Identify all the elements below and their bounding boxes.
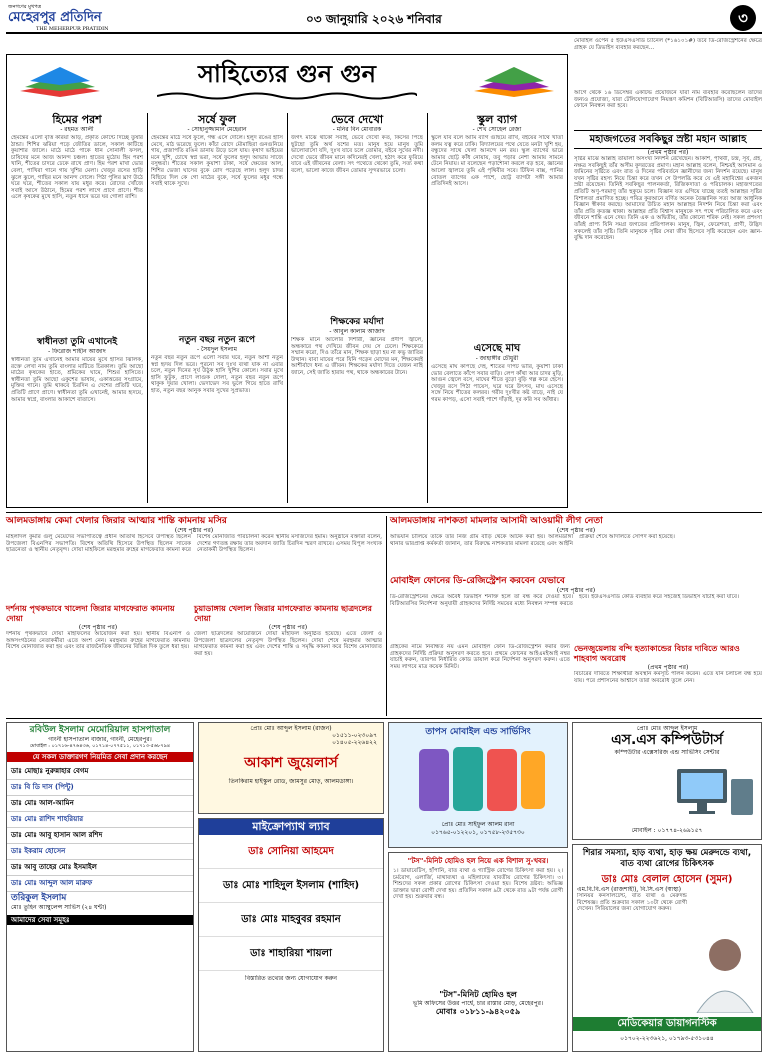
- poem-body: শিক্ষক মানে আলোর দিশারী, জ্ঞানের প্রদীপ জ্বালে, অন্ধকারে পথ দেখিয়ে জীবন দেয় সে ঢেলে। শিক্ষকেরে সম্মান করো, দিও তাঁরে মান, শিক্ষক ছাড়া হয় না কভু জাতির উত্থান। বাবা মায়ের পরে যিনি গড়েন মোদের মন, শিক্ষকেরই আশীর্বাদে ধন্য এ জীবন। শিক্ষকের মর্যাদা দিতে যেজন নাহি জানে, সেই জাতি হারায় পথ, থাকে অন্ধকারের টানে।: [291, 337, 423, 376]
- article-note: (শেষ পৃষ্ঠার পর): [556, 587, 596, 594]
- article-headline: দর্শনায় পৃথকভাবে খালেদা জিরার মাগফেরাত কামনায় দোয়া: [6, 604, 175, 623]
- article-text: দর্শনায় পৃথকভাবে দোয়া মাহফিলের আয়োজন করা হয়। স্থানীয় বিএনপি ও অঙ্গসংগঠনের নেতাকর্মীরা এতে অংশ নেন। মরহুমার রুহের মাগফেরাত কামনায় বিশেষ মোনাজাত করা হয় এবং তার রাজনৈতিক জীবনের বিভিন্ন দিক তুলে ধরা হয়।: [6, 631, 190, 651]
- poem-title: সর্ষে ফুল: [198, 113, 236, 126]
- book-icon: [469, 61, 559, 97]
- hospital-phone: মোবাইল : ০১৭১৬-৪৭৬৪৩৬, ০১৭১৪-০৭৭৫১১, ০১৭১৩-৫৬৮৭৯৪: [29, 743, 171, 749]
- lab-doctor-name: ডাঃ মোঃ মাহবুবর রহমান: [199, 903, 383, 937]
- doctor-name: ডাঃ মোঃ আবু হাসান আল রশিদ: [7, 828, 193, 844]
- article-note: (শেষ পৃষ্ঠার পর): [268, 624, 308, 631]
- poem-author: - রহমত আলী: [60, 126, 94, 133]
- homeo-address: ভূমি অফিসের উত্তর পার্শ্বে, চার রাস্তার মোড়, মেহেরপুর।: [412, 1000, 544, 1007]
- article-headline: আলমডাঙ্গায় নাশকতা মামলার আসামী আওয়ামী লীগ নেতা: [390, 516, 603, 526]
- doctor-name: ডাঃ বি ডি দাস (পিন্টু): [7, 780, 193, 796]
- page-number: ৩: [730, 5, 756, 31]
- computer-owner: প্রোঃ মোঃ আব্দুল ইসলাম: [636, 725, 698, 732]
- lab-address: বিস্তারিত তথ্যের জন্য যোগাযোগ করুন: [244, 975, 337, 982]
- ambulance-service: মোঃ তুহিন অ্যাম্বুলেন্স সার্ভিস (২৪ ঘন্টা): [11, 904, 107, 911]
- staff-name: তরিকুল ইসলাম: [11, 893, 67, 903]
- jewellers-owner: প্রোঃ মোঃ আব্দুল ইসলাম (রাজন): [250, 725, 332, 732]
- clinic-headline: শিরার সমস্যা, হাড় ব্যথা, হাড় ক্ষয় মেরুদন্ডে ব্যথা, বাত ব্যথা রোগের চিকিৎসক: [582, 848, 752, 869]
- poem-author: - মনির বিন মোবারক: [332, 126, 382, 133]
- doctor-name: ডাঃ মোঃ আল-আমিন: [7, 796, 193, 812]
- poem-block: [291, 317, 423, 501]
- jewellers-ad: [198, 722, 384, 814]
- article-text: গ্রাহকের নামে নিবন্ধিত নয় এমন মোবাইল ফোন ডি-রেজিস্ট্রেশন করার জন্য গ্রাহকদের নির্দিষ্ট প্রক্রিয়া অনুসরণ করতে হবে। প্রথমে ফোনের আইএমইআই নম্বর যাচাই করুন, তারপর নির্ধারিত কোড ডায়াল করে নির্দেশনা অনুসরণ করুন। এতে সময় লাগবে মাত্র কয়েক মিনিট।: [390, 644, 570, 670]
- poem-title: স্কুল ব্যাগ: [477, 113, 517, 126]
- lab-doctor-name: ডাঃ শাহারিয়া শায়লা: [199, 937, 383, 971]
- computer-ad: [572, 722, 762, 840]
- homeo-phone: মোবাঃ ০১৮১১-৯৪২০৫৯: [435, 1007, 521, 1016]
- article-text: মহিলাদল কুমার গুলু মেয়েদের সভাপতিত্বে প্রধান অতিথি হিসেবে উপস্থিত ছিলেন উপজেলা বিএনপির সভাপতি। বিশেষ অতিথি হিসেবে উপস্থিত ছিলেন সাবেক ছাত্রনেতা ও স্থানীয় নেতৃবৃন্দ। দোয়া মাহফিলে মরহুমার রুহের মাগফেরাত কামনা করে বিশেষ মোনাজাত পরিচালনা করেন স্থানীয় মসজিদের ইমাম। অনুষ্ঠানে বক্তারা বলেন, দেশের গণতন্ত্র রক্ষায় তার অবদান জাতি চিরদিন স্মরণ রাখবে। এসময় বিপুল সংখ্যক নেতাকর্মী উপস্থিত ছিলেন।: [6, 534, 382, 554]
- computer-phone: মোবাইল : ০১৭৭৪-২৬৯১৫৭: [631, 827, 703, 834]
- article-headline: মোবাইল ফোনের ডি-রেজিস্ট্রেশন করবেন যেভাবে: [390, 576, 565, 586]
- clinic-center-name: মেডিকেয়ার ডায়াগনস্টিক: [573, 1017, 761, 1031]
- homeo-headline: "টস"-মিনিট হোমিও হল নিয়ে এক বিশাল সু-খবর।: [407, 857, 549, 865]
- doctor-name: ডাঃ আবু তাহের মোঃ ইসমাইল: [7, 860, 193, 876]
- clinic-center-phone: ০১৭০২-২২৩৬২১, ০১৭৯৩-৫৩১০৪৪: [620, 1035, 714, 1042]
- doctor-name: ডাঃ মোঃ রাশিদ শাহরিয়ার: [7, 812, 193, 828]
- doctor-name: ডাঃ মোছাঃ নুরুন্নাহার বেগম: [7, 764, 193, 780]
- book-icon: [15, 61, 105, 97]
- poem-block: [431, 343, 563, 501]
- homeo-name: "টস"-মিনিট হোমিও হল: [439, 990, 517, 999]
- issue-date: ০৩ জানুয়ারি ২০২৬ শনিবার: [306, 12, 442, 26]
- poem-author: - সোহানুজ্জামান মেহেরান: [187, 126, 247, 133]
- poem-author: - শেখ সোহেল রেজা: [472, 126, 522, 133]
- doctor-name: ডাঃ মোঃ আব্দুল আল মারুফ: [7, 876, 193, 892]
- clinic-ad: [572, 844, 762, 1052]
- mobile-ad: [388, 722, 568, 848]
- doctors-banner: যে সকল ডাক্তারগণ নিয়মিত সেবা প্রদান করছেন: [7, 752, 193, 762]
- article-text: জেলা ছাত্রদলের আয়োজনে দোয়া মাহফিল অনুষ্ঠিত হয়েছে। এতে জেলা ও উপজেলা ছাত্রদলের নেতৃবৃন্দ উপস্থিত ছিলেন। দোয়া শেষে মরহুমার আত্মার মাগফেরাত কামনা করা হয় এবং দেশের শান্তি ও সমৃদ্ধি কামনা করে বিশেষ মোনাজাত করা হয়।: [194, 631, 382, 657]
- news-article: [390, 516, 762, 572]
- mobile-shop-name: তাপস মোবাইল এন্ড সার্ভিসিং: [425, 727, 531, 737]
- article-text: ডি-রেজিস্ট্রেশনের ক্ষেত্রে অবৈধ ডিভাইস শনাক্ত হলে তা বন্ধ করে দেওয়া হবে। বিটিআরসির নির্দেশনা অনুযায়ী গ্রাহকদের নির্দিষ্ট সময়ের মধ্যে নিবন্ধন সম্পন্ন করতে হবে। ইউএসএসডি কোড ব্যবহার করে সহজেই ডিভাইস যাচাই করা যাবে।: [390, 594, 739, 607]
- ornament-divider: [157, 91, 417, 101]
- poem-block: [11, 113, 143, 333]
- literature-banner: [7, 55, 567, 103]
- doctor-list: [7, 764, 193, 892]
- computer-icon: [673, 765, 757, 821]
- lab-doctor-name: ডাঃ সোনিয়া আহমেদ: [199, 835, 383, 869]
- clinic-doctor: ডাঃ মোঃ বেলাল হোসেন (সুমন): [601, 874, 733, 885]
- news-article: [390, 576, 762, 640]
- english-name: THE MEHERPUR PRATIDIN: [36, 26, 109, 32]
- article-text: মোবাইল ওপেন ৫ ইউএসএসডি চ্যানেল (*১৬১০১#) তবে ডি-রেজিস্ট্রেশনের ক্ষেত্রে গ্রাহক যে ডিভাইস ব্যবহার করছেন...: [574, 38, 762, 51]
- poem-body: এসেছে মাঘ কাঁপছে দেহ, শীতের দাপট ভারি, কুয়াশা ঢাকা ভোর বেলাতে কাঁপে সবার বাড়ি। লেপ কাঁথা আর চাদর মুড়ি, আগুন জ্বেলে বসে, মাঘের শীতে বুড়ো বুড়ি গল্প করে হেসে। খেজুর রসে পিঠা পায়েস, ঘরে ঘরে উৎসব, মাঘ এসেছে সঙ্গে নিয়ে শীতের কলরব। গরীব দুঃখীর কষ্ট বাড়ে, নাই যে গরম কাপড়, এসো সবাই পাশে দাঁড়াই, দূর করি সব আঁধার।: [431, 364, 563, 403]
- article-text: অভিযান চালিয়ে তাকে তার নিজ গ্রাম বাড়ি থেকে আটক করা হয়। আলমডাঙ্গা থানার ভারপ্রাপ্ত কর্মকর্তা জানান, তার বিরুদ্ধে নাশকতার মামলা রয়েছে এবং আইনি প্রক্রিয়া শেষে আদালতে সোপর্দ করা হয়েছে।: [390, 534, 675, 547]
- hospital-name: রবিউল ইসলাম মেমোরিয়াল হাসপাতাল: [29, 725, 171, 735]
- hospital-ad: [6, 722, 194, 1052]
- poem-block: [151, 335, 283, 501]
- poem-block: [151, 113, 283, 329]
- news-article: [390, 644, 570, 716]
- poem-block: [291, 113, 423, 313]
- poem-author: - ফিরোজ শাহীন আজাদ: [48, 348, 106, 355]
- lab-name: মাইক্রোপ্যাথ ল্যাব: [199, 819, 383, 835]
- doctor-avatar: [693, 933, 757, 1013]
- poem-body: স্কুলে যাব বলে আমি ব্যাগ গুছিয়ে রাখি, বইয়ের সাথে খাতা কলম যত্ন করে ঢাকি। বিদ্যালয়ের পথে যেতে মনটা খুশি হয়, বন্ধুদের সাথে খেলা আনন্দে মন রয়। স্কুল ব্যাগের ভারে আমার ছোট্ট কাঁধ নোয়ায়, তবু পড়ার নেশা আমায় সামনে টেনে নিয়ায়। মা বলেছেন পড়াশোনা করলে বড় হবে, জ্ঞানের আলো জ্বালবে তুমি এই পৃথিবীর সবে। টিফিন বাক্স, পানির বোতল ব্যাগের এক পাশে, ছোট্ট ব্যাগটা সঙ্গী আমার প্রতিদিনই আসে।: [431, 135, 563, 188]
- homeo-body: ১। ডায়াবেটিস, হাঁপানি, বাত ব্যথা ও গ্যাস্ট্রিক রোগের চিকিৎসা করা হয়। ২। চর্মরোগ, এলার্জি, মাথাব্যথা ও মহিলাদের যাবতীয় রোগের চিকিৎসা। ৩। শিশুদের সকল প্রকার রোগের চিকিৎসা দেওয়া হয়। বিশেষ দ্রষ্টব্য: অভিজ্ঞ ডাক্তার দ্বারা রোগী দেখা হয়। প্রতিদিন সকাল ৯টা থেকে রাত ৯টা পর্যন্ত রোগী দেখা হয়। শুক্রবার বন্ধ।: [393, 868, 563, 901]
- jewellers-address: তিনকিরাম হাইস্কুল রোড, জামসুর মোড়, আলমডাঙ্গা।: [228, 778, 354, 785]
- poem-block: [11, 337, 143, 501]
- lab-ad: [198, 818, 384, 1052]
- article-headline: মহাজগতের সবকিছুর স্রষ্টা মহান আল্লাহ: [574, 130, 762, 149]
- masthead: [6, 4, 762, 34]
- mobile-owner: প্রোঃ মোঃ সাইফুল আলম রানা: [441, 821, 515, 828]
- news-article: [574, 644, 762, 716]
- poem-title: স্বাধীনতা তুমি এখানেই: [36, 337, 118, 347]
- poem-title: হিমের পরশ: [52, 113, 102, 126]
- news-article: [194, 604, 382, 700]
- article-text: আগে থেকে ১৬ ডিসেম্বর একটিভ প্রয়োজনে যারা নাম ব্যবহার করেছিলেন তাদের জন্যও প্রযোজ্য, যারা টেলিযোগাযোগ নিয়ন্ত্রণ কমিশন (বিটিআরসি) তাদের মোবাইল ফোনে নিবন্ধন করা হবে।: [574, 90, 762, 110]
- literature-title: সাহিত্যের গুন গুন: [197, 60, 377, 88]
- article-text: বিচারের দাবিতে শিক্ষার্থীরা অবস্থান কর্মসূচি পালন করেন। এতে যান চলাচল বন্ধ হয়ে যায়। পরে প্রশাসনের আশ্বাসে তারা অবরোধ তুলে নেন।: [574, 671, 762, 684]
- article-note: (শেষ পৃষ্ঠার পর): [174, 527, 214, 534]
- article-headline: ভেনজুয়েলায় বন্দি হত্যাকান্ডের বিচার দাবিতে আরও শাহবাগ অবরোধ: [574, 644, 740, 663]
- jewellers-name: আকাশ জুয়েলার্স: [244, 755, 338, 771]
- article-note: (প্রথম পৃষ্ঠার পর): [647, 149, 689, 156]
- article-text: সৃষ্টির মাঝে আল্লাহ তায়ালা অসংখ্য নিদর্শন রেখেছেন। আকাশ, পৃথিবী, চন্দ্র, সূর্য, গ্রহ, নক্ষত্র সবকিছুই তাঁর অসীম কুদরতের প্রমাণ। মহান আল্লাহ বলেন, নিশ্চয়ই আসমান ও জমিনের সৃষ্টিতে এবং রাত ও দিনের পরিবর্তনে জ্ঞানীদের জন্য নিদর্শন রয়েছে। মানুষ যখন সৃষ্টির রহস্য নিয়ে চিন্তা করে তখন সে উপলব্ধি করে যে এই মহাবিশ্বের একজন স্রষ্টা রয়েছেন। তিনিই সবকিছুর পালনকর্তা, রিজিকদাতা ও পরিচালক। মহাজগতের প্রতিটি অণু-পরমাণু তাঁর হুকুমে চলে। বিজ্ঞান যত এগিয়ে যাচ্ছে ততই আল্লাহর সৃষ্টির বিশালতা প্রমাণিত হচ্ছে। পবিত্র কুরআনে বর্ণিত অনেক বৈজ্ঞানিক সত্য আজ আধুনিক বিজ্ঞান স্বীকার করছে। আমাদের উচিত মহান আল্লাহর নিদর্শন নিয়ে চিন্তা করা এবং তাঁর প্রতি কৃতজ্ঞ থাকা। আল্লাহর প্রতি বিশ্বাস মানুষকে সৎ পথে পরিচালিত করে এবং জীবনে শান্তি এনে দেয়। তিনি এক ও অদ্বিতীয়, তাঁর কোনো শরিক নেই। সকল প্রশংসা তাঁরই প্রাপ্য যিনি সমগ্র জগতের প্রতিপালক। মানুষ, জ্বিন, ফেরেশতা, প্রাণী, উদ্ভিদ সকলেই তাঁর সৃষ্টি। তিনি মানুষকে সৃষ্টির সেরা জীব হিসেবে সৃষ্টি করেছেন এবং জ্ঞান-বুদ্ধি দান করেছেন।: [574, 156, 762, 242]
- doctor-name: ডাঃ ইকরাম হোসেন: [7, 844, 193, 860]
- mobile-phone: ০১৭৬৫-০১২২০১, ০১৭৫৮-২৩৫৭৩০: [431, 829, 525, 836]
- homeo-ad: [388, 852, 568, 1052]
- tagline: জনগণের মুখপত্র: [8, 4, 42, 10]
- poem-author: - জাহাঙ্গীর চৌধুরী: [475, 355, 519, 362]
- article-headline: আলমডাঙ্গায় কেমা খেলার জিরার আত্মার শান্তি কামনায় মসির: [6, 516, 227, 526]
- poem-body: হেমন্তের মাঠে সর্ষে ফুলে, গন্ধ এসে দোলে। হলুদ রঙের হাসি মেখে, মাঠ ভরেছে ফুলে। কাঁচা রোদে মৌমাছিরা গুনগুনিয়ে গায়, প্রজাপতি রঙিন ডানায় উড়ে চলে যায়। কৃষাণ ভাইয়ের মনে খুশি, চোখে স্বপ্ন ভরা, সর্ষে ফুলের হলুদ আভায় সাজে বসুন্ধরা। শীতের সকাল কুয়াশা ঢাকা, সর্ষে ক্ষেতের আল, শিশির ভেজা ঘাসের বুকে রোদ পড়েছে লাল। হলুদ চাদর বিছিয়ে দিল কে গো মাঠের বুকে, সর্ষে ফুলের মধুর গন্ধে সবাই থাকে সুখে।: [151, 135, 283, 188]
- services-title: আমাদের সেবা সমূহঃ: [7, 915, 193, 925]
- phone-icon: [409, 745, 549, 815]
- article-note: (শেষ পৃষ্ঠার পর): [556, 527, 596, 534]
- poem-body: জগৎ মাঝে থাকো সবাই, ভেবে দেখো কত, কিসের পিছে ছুটছো তুমি অর্থ যশের মত। মানুষ হয়ে মানুষ তুমি ভালোবাসো যদি, দুঃখ যাবে চলে তোমার, বইবে সুখের নদী। দেখো ভেবে জীবন মানে কদিনেরই খেলা, হঠাৎ করে ফুরিয়ে যাবে এই জীবনের বেলা। সৎ পথেতে থেকো তুমি, সত্য কথা বলো, ভালো কাজে জীবন তোমার সুন্দরভাবে চলো।: [291, 135, 423, 174]
- poem-body: হেমন্তের এলো বৃত্তি করিয়া আড়, প্রকৃতি কোন্টে দিচ্ছে তুষার ঠান্ডা। শিশির ঝরিয়া পড়ে জৌতির ডালে, সকাল কাটিছে কুয়াশার জালে। মাঠে মাঠে পাকে ধান সোনালী ফসল, চাষিদের মনে আজ আনন্দ চঞ্চল। হাতের মুঠোয় হিম পরশ খানি, শীতের চাদরে ঢেকে রাখে প্রাণ। হিম পরশ মাখা ভোর বেলা, পাখিরা গানে গায় খুশির মেলা। খেজুর রসের হাড়ি ঝুলে ঝুলে, গাছির মনে আনন্দ দোলে। পিঠা পুলির ঘ্রাণ উঠে ঘরে ঘরে, শীতের সকাল যায় মধুর করে। রোদের খোঁজে সবাই আসে উঠানে, হিমের পরশ লাগে প্রাণে প্রাণে। শীত এলে কৃষকের মুখে হাসি, নতুন ধানে ভরে ঘর গোলা রাশি।: [11, 135, 143, 201]
- poem-title: ভেবে দেখো: [330, 113, 384, 126]
- poem-body: নতুন বছর নতুন রূপে এলো সবার ঘরে, নতুন আশা নতুন স্বপ্ন হৃদয় দিল ভরে। পুরনো সব দুঃখ ব্যথা যাক না এবার চলে, নতুন দিনের সূর্য উঠুক হাসি খুশির কোলে। সবার মুখে হাসি ফুটুক, প্রাণে লাগুক দোলা, নতুন বছর নতুন রূপে থাকুক দুয়ার খোলা। ভেদাভেদ সব ভুলে গিয়ে হাতে রাখি হাত, নতুন বছর আনুক সবার সুখের সুপ্রভাত।: [151, 355, 283, 394]
- article-headline: চুয়াডাঙ্গায় খেলাল জিরার মাগফেরাত কামনায় ছাত্রদলের দোয়া: [194, 604, 372, 623]
- article-note: (প্রথম পৃষ্ঠার পর): [647, 664, 689, 671]
- news-article: [6, 604, 190, 700]
- computer-subtitle: কম্পিউটার এক্সেসরিজ এন্ড সার্ভিসিং সেন্টার: [614, 749, 720, 756]
- news-article: [6, 516, 382, 600]
- article-note: (শেষ পৃষ্ঠার পর): [78, 624, 118, 631]
- computer-shop-name: এস.এস কম্পিউটার্স: [611, 732, 723, 748]
- paper-name: মেহেরপুর প্রতিদিন: [8, 10, 102, 25]
- poem-author: - সৈয়দুল ইসলাম: [196, 346, 238, 353]
- poem-title: নতুন বছর নতুন রূপে: [178, 335, 256, 345]
- hospital-address: গাংনী হাসপাতাল বাজার, গাংনী, মেহেরপুর।: [48, 736, 152, 743]
- poem-block: [431, 113, 563, 339]
- poem-title: শিক্ষকের মর্যাদা: [330, 317, 384, 327]
- lab-doctor-list: [199, 835, 383, 971]
- right-column: [574, 38, 762, 508]
- clinic-details: সিনিয়র কনসালটেন্ট, বাত ব্যথা ও মেরুদন্ড বিশেষজ্ঞ। প্রতি শুক্রবার সকাল ১০টা থেকে রোগী দেখেন। সিরিয়ালের জন্য যোগাযোগ করুন।: [577, 893, 687, 913]
- jewellers-phone-2: ০১৪০৫-২২৬৪২২: [332, 739, 377, 746]
- poem-body: স্বাধীনতা তুমি এখানেই আমার মায়ের মুখে হাসির ঝিলিক, রক্তে লেখা নাম তুমি বাংলার মাটিতে চিরকাল। তুমি আছো মাঠের কৃষকের হাতে, শ্রমিকের ঘামে, শিশুর হাসিতে। স্বাধীনতা তুমি আছো একুশের ভাষায়, একাত্তরের সংগ্রামে, মুক্তির গানে। তুমি থাকবে চিরদিন এ দেশের প্রতিটি ঘরে, প্রতিটি প্রাণে প্রাণে। স্বাধীনতা তুমি এখানেই, আমার হৃদয়ে, আমার স্বপ্নে, বাংলার আকাশে বাতাসে।: [11, 357, 143, 403]
- lab-doctor-name: ডাঃ মোঃ শাহিদুল ইসলাম (শাহিদ): [199, 869, 383, 903]
- jewellers-phone: ০১৫১১-০২৩০৯৭: [332, 732, 377, 739]
- clinic-degrees: এম.বি.বি.এস (রাজশাহী), বি.সি.এস (স্বাস্থ্য): [577, 886, 681, 893]
- literature-section: [6, 54, 568, 508]
- poem-title: এসেছে মাঘ: [473, 343, 521, 354]
- poem-author: - আবুল কালাম আজাদ: [329, 328, 385, 335]
